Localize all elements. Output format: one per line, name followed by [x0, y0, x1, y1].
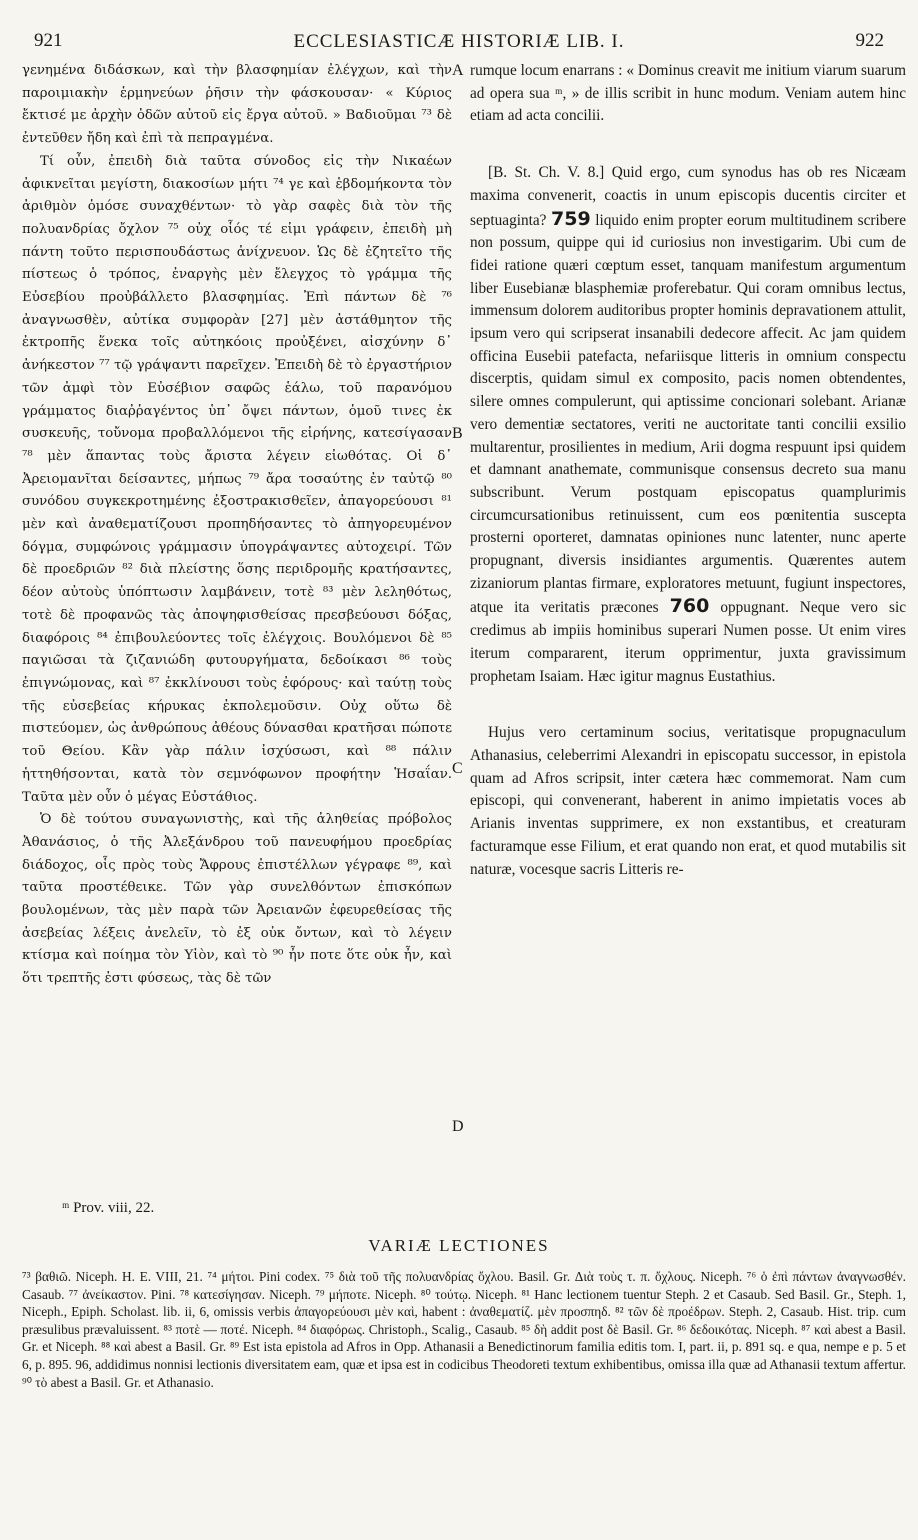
running-title: ECCLESIASTICÆ HISTORIÆ LIB. I.	[293, 31, 625, 52]
latin-paragraph-1: rumque locum enarrans : « Dominus creavit me initium viarum suarum ad opera sua ᵐ, » de illis scribit in hunc modum. Veniam autem hinc etiam ad acta concilii.	[470, 62, 906, 125]
greek-column	[22, 60, 452, 1185]
latin-paragraph-2	[470, 162, 906, 688]
column-number-759: 759	[551, 207, 591, 230]
latin-column	[470, 60, 906, 1185]
margin-letter-d: D	[452, 1118, 464, 1135]
greek-paragraph-1: γενημένα διδάσκων, καὶ τὴν βλασφημίαν ἐλέγχων, καὶ τὴν παροιμιακὴν ἑρμηνεύων ῥῆσιν τὴν φάσκουσαν· « Κύριος ἔκτισέ με ἀρχὴν ὁδῶν αὐτοῦ εἰς ἔργα αὐτοῦ. » Βαδιοῦμαι ⁷³ δὲ ἐντεῦθεν ἤδη καὶ ἐπὶ τὰ πεπραγμένα.	[22, 63, 452, 147]
column-number-760: 760	[669, 595, 710, 618]
paragraph-gap	[470, 688, 906, 722]
margin-letter-b: B	[452, 425, 463, 442]
paragraph-gap	[470, 128, 906, 162]
margin-letter-c: C	[452, 760, 463, 777]
latin-paragraph-3: Hujus vero certaminum socius, veritatisque propugnaculum Athanasius, celeberrimi Alexandri in episcopatu successor, in epistola quam ad Afros scripsit, inter cætera hæc commemorat. Nam cum episcopi, qui convenerant, haberent in animo impietatis voces ab Arianis inventas supprimere, ex non exstantibus, et creaturam facturamque esse Filium, et erat quando non erat, et quod mutabilis sit naturæ, vocesque sacris Litteris re-	[470, 724, 906, 878]
variant-readings-text: ⁷³ βαθιῶ. Niceph. H. E. VIII, 21. ⁷⁴ μήτοι. Pini codex. ⁷⁵ διὰ τοῦ τῆς πολυανδρίας ὄχλου. Basil. Gr. Διὰ τοὺς τ. π. ὄχλους. Niceph. ⁷⁶ ὁ ἐπὶ πάντων ἀναγνωσθέν. Casaub. ⁷⁷ ἀνείκαστον. Pini. ⁷⁸ κατεσίγησαν. Niceph. ⁷⁹ μήποτε. Niceph. ⁸⁰ τούτῳ. Niceph. ⁸¹ Hanc lectionem tuentur Steph. 2 et Casaub. Sed Basil. Gr., Steph. 1, Niceph., Epiph. Scholast. lib. ii, 6, omissis verbis ἀπαγορεύουσι μὲν καὶ, habent : ἀναθεματίζ. μὲν προσπηδ. ⁸² τῶν δὲ προέδρων. Steph. 2, Casaub. Hist. trip. cum præsulibus prævaluissent. ⁸³ ποτὲ — ποτέ. Niceph. ⁸⁴ διαφόρως. Christoph., Scalig., Casaub. ⁸⁵ δὴ addit post δὲ Basil. Gr. ⁸⁶ δεδοικότας. Niceph. ⁸⁷ καὶ abest a Basil. Gr. et Niceph. ⁸⁸ καὶ abest a Basil. Gr. ⁸⁹ Est ista epistola ad Afros in Opp. Athanasii a Benedictinorum familia editis tom. I, part. ii, p. 891 sq. e qua, nempe e p. 5 et 6, p. 895. 96, addidimus nonnisi lectionis diversitatem eam, quæ et ipsa est in codicibus Theodoreti textum exhibentibus, omissa illa quæ ad Athanasii textum affertur. ⁹⁰ τὸ abest a Basil. Gr. et Athanasio.	[22, 1269, 906, 1390]
page-header	[34, 30, 884, 58]
latin-paragraph-2-middle: liquido enim propter eorum multitudinem scribere non possum, quippe qui id curiosius non investigarim. Ubi cum de fidei ratione quæri cœptum esset, tanquam manifestum argumentum liber Eusebianæ blasphemiæ proferebatur. Qui coram omnibus lectus, immensum dolorem auditoribus propter hominis depravationem attulit, ipsum vero qui scripserat insanabili dedecore affecit. Ac jam quidem officina Eusebii patefacta, nefariisque litteris in omnium conspectu discerptis, quidam simul ex composito, pacis nomen obtendentes, silere omnes compulerunt, qui aptissime concionari solebant. Arianæ vero dementiæ sectatores, veriti ne auctoritate tanti concilii exsilio multarentur, prosilientes in medium, Arii dogma respuunt ipsi quidem et damnant anathemate, communisque consensus decreto sua manu subscribunt. Verum postquam episcopatus quamplurimis circumcursationibus retinuissent, cum eos pœnitentia suscepta prosterni oporteret, damnatas opiniones nunc latenter, nunc aperte propugnant, diversis insidiantes argumentis. Quærentes autem zizaniorum plantas firmare, exploratores metuunt, fugiunt inspectores, atque ita veritatis præcones	[470, 211, 906, 617]
latin-paragraph-2-start: [B. St. Ch. V. 8.] Quid ergo, cum synodus has ob res Nicæam maxima convenerit, coactis in unum episcopis ducentis circiter et septuaginta?	[470, 164, 906, 229]
footnote: ᵐ Prov. viii, 22.	[62, 1200, 155, 1216]
margin-letter-a: A	[452, 62, 464, 79]
page-number-left: 921	[34, 30, 63, 51]
latin-paragraph-2-end: oppugnant. Neque vero sic credimus ab impiis hominibus superari Numen posse. Ut enim vires iterum compararent, iterum opprimentur, juxta gravissimum prophetam Isaiam. Hæc igitur magnus Eustathius.	[470, 599, 906, 685]
greek-paragraph-2: Τί οὖν, ἐπειδὴ διὰ ταῦτα σύνοδος εἰς τὴν Νικαέων ἀφικνεῖται μεγίστη, διακοσίων μήτι ⁷⁴ γε καὶ ἑβδομήκοντα τὸν ἀριθμὸν ὁμόσε συναχθέντων· τὸ γὰρ σαφὲς διὰ τὸν τῆς πολυανδρίας ὄχλον ⁷⁵ οὐχ οἷός τέ εἰμι γράφειν, ἐπειδὴ μὴ πάντη τοῦτο περισπουδάστως ἀνίχνευον. Ὡς δὲ ἐζητεῖτο τῆς πίστεως ὁ τρόπος, ἐναργὴς μὲν ἔλεγχος τὸ γράμμα τῆς Εὐσεβίου προὐβάλλετο βλασφημίας. Ἐπὶ πάντων δὲ ⁷⁶ ἀναγνωσθὲν, αὐτίκα συμφορὰν [27] μὲν ἀστάθμητον τῆς ἐκτροπῆς ἕνεκα τοῖς αὐτηκόοις προὐξένει, αἰσχύνην δ᾽ ἀνήκεστον ⁷⁷ τῷ γράψαντι παρεῖχεν. Ἐπειδὴ δὲ τὸ ἐργαστήριον τῶν ἀμφὶ τὸν Εὐσέβιον σαφῶς ἑάλω, τοῦ παρανόμου γράμματος διαῤῥαγέντος ὑπ᾽ ὄψει πάντων, ὁμοῦ τινες ἐκ συσκευῆς, τοὔνομα προβαλλόμενοι τῆς εἰρήνης, κατεσίγασαν ⁷⁸ μὲν ἅπαντας τοὺς ἄριστα λέγειν εἰωθότας. Οἱ δ᾽ Ἀρειομανῖται δείσαντες, μήπως ⁷⁹ ἄρα τοσαύτης ἐν ταὐτῷ ⁸⁰ συνόδου συγκεκροτημένης ἐξοστρακισθεῖεν, ἀπαγορεύουσι ⁸¹ μὲν καὶ ἀναθεματίζουσι προπηδήσαντες τὸ ἀπηγορευμένον δόγμα, συμφώνοις γράμμασιν ὑπογράψαντες αὐτοχειρί. Τῶν δὲ προεδριῶν ⁸² διὰ πλείστης ὅσης περιδρομῆς κρατήσαντες, δέον αὐτοὺς ὑπόπτωσιν λαμβάνειν, τοτὲ ⁸³ μὲν λεληθότως, τοτὲ δὲ προφανῶς τὰς ἀποψηφισθείσας πρεσβεύουσι δόξας, διαφόροις ⁸⁴ ἐπιβουλεύοντες τοῖς ἐλέγχοις. Βουλόμενοι δὲ ⁸⁵ παγιῶσαι τὰ ζιζανιώδη φυτουργήματα, δεδοίκασι ⁸⁶ τοὺς ἐπιγνώμονας, καὶ ⁸⁷ ἐκκλίνουσι τοὺς ἐφόρους· καὶ ταύτῃ τοὺς τῆς εὐσεβείας κήρυκας ἐκπολεμοῦσιν. Οὐχ οὕτω δὲ πιστεύομεν, ὡς ἀνθρώπους ἀθέους δύνασθαι κρατῆσαι πώποτε τοῦ Θείου. Κἂν γὰρ πάλιν ἰσχύσωσι, καὶ ⁸⁸ πάλιν ἡττηθήσονται, κατὰ τὸν σεμνόφωνον προφήτην Ἡσαΐαν. Ταῦτα μὲν οὖν ὁ μέγας Εὐστάθιος.	[22, 153, 452, 805]
variant-readings	[22, 1268, 906, 1391]
page-number-right: 922	[855, 30, 884, 51]
variants-title: VARIÆ LECTIONES	[368, 1236, 550, 1255]
greek-paragraph-3: Ὁ δὲ τούτου συναγωνιστὴς, καὶ τῆς ἀληθείας πρόβολος Ἀθανάσιος, ὁ τῆς Ἀλεξάνδρου τοῦ πανευφήμου προεδρίας διάδοχος, οἷς πρὸς τοὺς Ἄφρους ἐπιστέλλων γέγραφε ⁸⁹, καὶ ταῦτα προστέθεικε. Τῶν γὰρ συνελθόντων ἐπισκόπων βουλομένων, τὰς μὲν παρὰ τῶν Ἀρειανῶν ἐφευρεθείσας τῆς ἀσεβείας λέξεις ἀνελεῖν, τὸ ἐξ οὐκ ὄντων, καὶ τὸ λέγειν κτίσμα καὶ ποίημα τὸν Υἱὸν, καὶ τὸ ⁹⁰ ἦν ποτε ὅτε οὐκ ἦν, καὶ ὅτι τρεπτῆς ἐστι φύσεως, τὰς δὲ τῶν	[22, 812, 452, 987]
